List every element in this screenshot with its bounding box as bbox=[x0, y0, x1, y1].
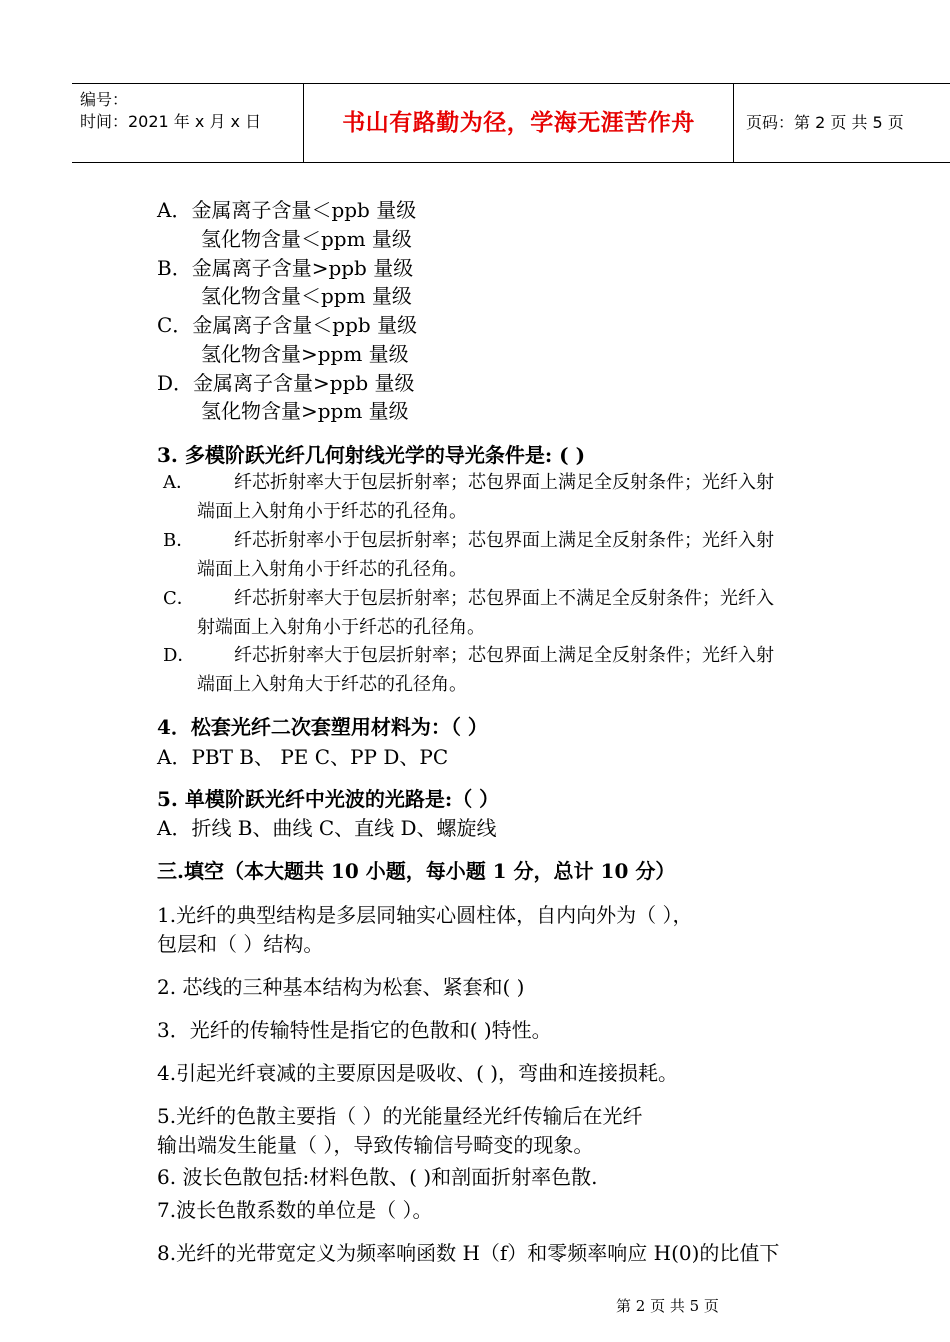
fill-question-1: 1.光纤的典型结构是多层同轴实心圆柱体，自内向外为（ ）， bbox=[157, 903, 693, 927]
q3-option-b-line2: 端面上入射角小于纤芯的孔径角。 bbox=[197, 559, 467, 580]
q3-option-c-letter: C． bbox=[163, 588, 195, 609]
section3-title: 三.填空（本大题共 10 小题，每小题 1 分，总计 10 分） bbox=[157, 859, 676, 883]
fill-question-8: 8.光纤的光带宽定义为频率响函数 H（f）和零频率响应 H(0)的比值下 bbox=[157, 1241, 780, 1265]
fill-question-4: 4.引起光纤衰减的主要原因是吸收、( )，弯曲和连接损耗。 bbox=[157, 1061, 679, 1085]
page-header bbox=[72, 83, 950, 163]
fill-question-2: 2. 芯线的三种基本结构为松套、紧套和( ) bbox=[157, 975, 525, 999]
q2-option-c-line2: 氢化物含量>ppm 量级 bbox=[201, 342, 409, 366]
q2-option-d-line2: 氢化物含量>ppm 量级 bbox=[201, 399, 409, 423]
fill-question-7: 7.波长色散系数的单位是（ ）。 bbox=[157, 1198, 433, 1222]
q3-option-a-line2: 端面上入射角小于纤芯的孔径角。 bbox=[197, 501, 467, 522]
q2-option-a-line2: 氢化物含量＜ppm 量级 bbox=[201, 227, 412, 251]
q2-option-c: C．金属离子含量＜ppb 量级 bbox=[157, 313, 418, 337]
q4-options: A．PBT B、 PE C、PP D、PC bbox=[157, 745, 449, 769]
q3-option-b-line1: 纤芯折射率小于包层折射率；芯包界面上满足全反射条件；光纤入射 bbox=[234, 530, 774, 551]
q2-option-b: B．金属离子含量>ppb 量级 bbox=[157, 256, 414, 280]
document-time: 时间：2021 年 x 月 x 日 bbox=[80, 112, 262, 131]
q3-option-d-letter: D． bbox=[163, 645, 196, 666]
header-motto: 书山有路勤为径，学海无涯苦作舟 bbox=[304, 84, 734, 162]
q3-option-d-line1: 纤芯折射率大于包层折射率；芯包界面上满足全反射条件；光纤入射 bbox=[234, 645, 774, 666]
fill-question-6: 6. 波长色散包括:材料色散、( )和剖面折射率色散. bbox=[157, 1165, 598, 1189]
q2-option-b-line2: 氢化物含量＜ppm 量级 bbox=[201, 284, 412, 308]
q4-title: 4．松套光纤二次套塑用材料为：（ ） bbox=[157, 715, 488, 739]
q3-option-c-line2: 射端面上入射角小于纤芯的孔径角。 bbox=[197, 617, 485, 638]
q2-option-a: A．金属离子含量＜ppb 量级 bbox=[157, 198, 417, 222]
header-page-info: 页码：第 2 页 共 5 页 bbox=[746, 113, 904, 132]
document-number-label: 编号： bbox=[80, 90, 129, 109]
q3-option-b-letter: B． bbox=[163, 530, 195, 551]
q5-title: 5. 单模阶跃光纤中光波的光路是:（ ） bbox=[157, 787, 500, 811]
q3-title: 3. 多模阶跃光纤几何射线光学的导光条件是: ( ) bbox=[157, 443, 586, 467]
q3-option-c-line1: 纤芯折射率大于包层折射率；芯包界面上不满足全反射条件；光纤入 bbox=[234, 588, 774, 609]
fill-question-1-line2: 包层和（ ）结构。 bbox=[157, 932, 324, 956]
q3-option-d-line2: 端面上入射角大于纤芯的孔径角。 bbox=[197, 674, 467, 695]
fill-question-5-line2: 输出端发生能量（ ），导致传输信号畸变的现象。 bbox=[157, 1133, 594, 1157]
page-footer: 第 2 页 共 5 页 bbox=[616, 1297, 719, 1315]
header-meta bbox=[72, 84, 304, 162]
q5-options: A．折线 B、曲线 C、直线 D、螺旋线 bbox=[157, 816, 497, 840]
fill-question-5: 5.光纤的色散主要指（ ）的光能量经光纤传输后在光纤 bbox=[157, 1104, 643, 1128]
q3-option-a-letter: A． bbox=[163, 472, 194, 493]
fill-question-3: 3．光纤的传输特性是指它的色散和( )特性。 bbox=[157, 1018, 552, 1042]
q3-option-a-line1: 纤芯折射率大于包层折射率；芯包界面上满足全反射条件；光纤入射 bbox=[234, 472, 774, 493]
q2-option-d: D．金属离子含量>ppb 量级 bbox=[157, 371, 415, 395]
